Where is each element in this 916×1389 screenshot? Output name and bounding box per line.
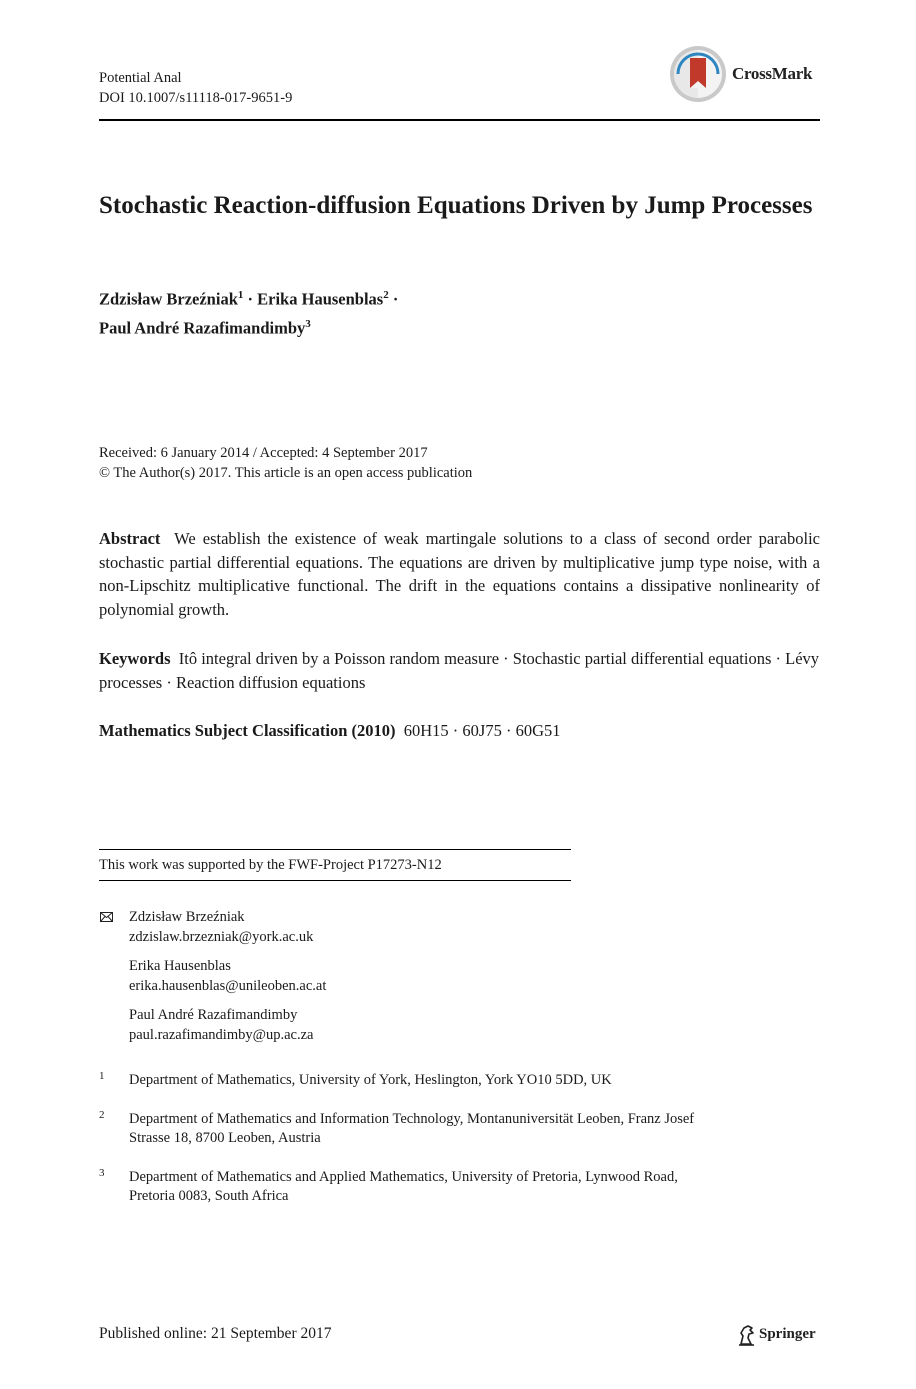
keywords-text: Itô integral driven by a Poisson random measure · Stochastic partial differential equations · Lévy processes · Reaction diffusion equations [99, 649, 820, 692]
crossmark-label: CrossMark [732, 64, 813, 83]
author-affil-marker: 1 [237, 289, 244, 301]
author-affil-marker: 3 [305, 317, 311, 330]
published-online: Published online: 21 September 2017 [99, 1325, 332, 1342]
footnote-rule-top [99, 849, 571, 850]
author-separator: · [392, 289, 399, 309]
affiliation-line: Department of Mathematics and Applied Mathematics, University of Pretoria, Lynwood Road, [129, 1168, 678, 1185]
keywords-label: Keywords [99, 649, 171, 668]
contact-entry [99, 1006, 820, 1045]
contact-email[interactable]: zdzislaw.brzezniak@york.ac.uk [129, 928, 314, 945]
journal-header [99, 68, 292, 108]
header-rule [99, 119, 820, 121]
contact-name: Paul André Razafimandimby [129, 1007, 298, 1023]
crossmark-icon [668, 44, 728, 104]
affiliation-number: 3 [99, 1166, 105, 1179]
footnote-rule-bottom [99, 880, 571, 881]
crossmark-logo[interactable] [668, 44, 828, 104]
funding-note: This work was supported by the FWF-Project P17273-N12 [99, 857, 442, 873]
msc-codes: 60H15 · 60J75 · 60G51 [403, 721, 561, 740]
msc-classification [99, 719, 820, 743]
author-separator: · [247, 289, 254, 309]
affiliation-entry [99, 1071, 820, 1091]
envelope-icon [100, 912, 113, 922]
affiliation-line: Department of Mathematics, University of York, Heslington, York YO10 5DD, UK [129, 1072, 612, 1088]
msc-label: Mathematics Subject Classification (2010) [99, 721, 396, 740]
author-list [99, 283, 820, 340]
publisher-name: Springer [759, 1326, 816, 1342]
author-name[interactable]: Erika Hausenblas [257, 289, 384, 309]
affiliations [99, 1071, 820, 1226]
abstract [99, 527, 820, 621]
author-name[interactable]: Zdzisław Brzeźniak [99, 289, 238, 309]
affiliation-line: Strasse 18, 8700 Leoben, Austria [129, 1130, 321, 1146]
contact-email[interactable]: paul.razafimandimby@up.ac.za [129, 1026, 314, 1043]
affiliation-entry [99, 1110, 820, 1149]
springer-horse-icon [737, 1324, 757, 1346]
copyright-notice: © The Author(s) 2017. This article is an open access publication [99, 465, 473, 481]
affiliation-number: 2 [99, 1108, 105, 1121]
article-dates [99, 443, 472, 483]
affiliation-entry [99, 1168, 820, 1207]
contact-entry [99, 908, 820, 947]
affiliation-line: Pretoria 0083, South Africa [129, 1188, 289, 1204]
contact-name: Erika Hausenblas [129, 958, 231, 974]
doi[interactable]: DOI 10.1007/s11118-017-9651-9 [99, 90, 293, 106]
author-name[interactable]: Paul André Razafimandimby [99, 318, 306, 337]
keywords [99, 647, 820, 695]
contact-email[interactable]: erika.hausenblas@unileoben.ac.at [129, 977, 327, 994]
affiliation-line: Department of Mathematics and Information Technology, Montanuniversität Leoben, Franz Josef [129, 1110, 695, 1127]
contact-name: Zdzisław Brzeźniak [129, 909, 245, 925]
received-accepted: Received: 6 January 2014 / Accepted: 4 September 2017 [99, 445, 428, 461]
affiliation-number: 1 [99, 1070, 105, 1082]
paper-title: Stochastic Reaction-diffusion Equations Driven by Jump Processes [99, 192, 813, 219]
contact-entry [99, 957, 820, 996]
abstract-text: We establish the existence of weak martingale solutions to a class of second order parabolic stochastic partial differential equations. The equations are driven by multiplicative jump type noise, with a non-Lipschitz multiplicative functional. The drift in the equations contains a dissipative nonlinearity of polynomial growth. [99, 529, 820, 619]
abstract-label: Abstract [99, 529, 161, 548]
journal-name: Potential Anal [99, 70, 182, 86]
author-affil-marker: 2 [383, 289, 389, 301]
corresponding-contacts [99, 908, 820, 1055]
springer-logo [737, 1324, 827, 1348]
